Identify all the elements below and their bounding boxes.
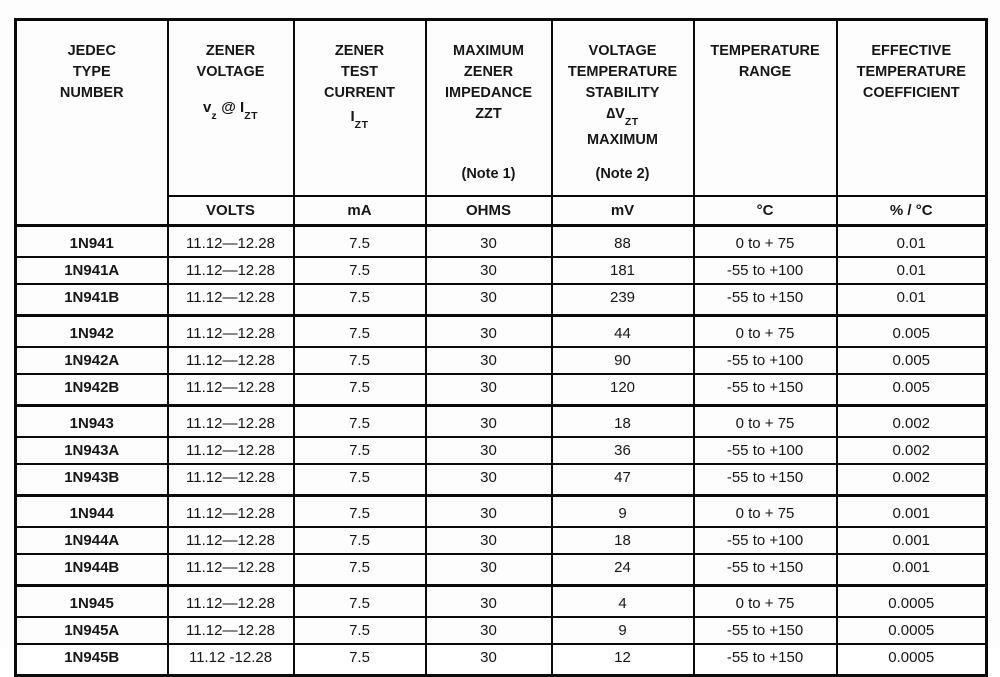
table-row [16,464,987,496]
header-line: EFFECTIVE [871,43,952,59]
group-1n943 [16,406,987,496]
cell-coefficient: 0.0005 [837,586,987,618]
cell-coefficient: 0.005 [837,316,987,348]
cell-coefficient: 0.005 [837,374,987,406]
header-line: TEST [340,64,379,80]
cell-stability: 18 [552,527,694,554]
cell-jedec-type: 1N941B [16,284,168,316]
cell-coefficient: 0.0005 [837,617,987,644]
cell-temp-range: -55 to +100 [694,347,837,374]
header-line: ZENER [334,43,385,59]
cell-test-current: 7.5 [294,586,426,618]
header-line: VOLTAGE [196,64,265,80]
header-line: MAXIMUM [453,43,524,59]
cell-coefficient: 0.01 [837,257,987,284]
header-line: TEMPERATURE [856,64,966,80]
cell-stability: 18 [552,406,694,438]
cell-impedance: 30 [426,644,552,676]
cell-jedec-type: 1N944B [16,554,168,586]
cell-stability: 44 [552,316,694,348]
table-row [16,406,987,438]
cell-temp-range: 0 to + 75 [694,316,837,348]
header-line: MAXIMUM [587,131,658,148]
header-line: COEFFICIENT [862,85,960,101]
col-header-jedec-type [16,20,168,226]
unit-degc: °C [694,196,837,226]
cell-impedance: 30 [426,437,552,464]
cell-impedance: 30 [426,586,552,618]
cell-impedance: 30 [426,406,552,438]
cell-jedec-type: 1N945A [16,617,168,644]
cell-impedance: 30 [426,527,552,554]
cell-zener-voltage: 11.12—12.28 [168,374,294,406]
cell-jedec-type: 1N943A [16,437,168,464]
table-row [16,554,987,586]
cell-jedec-type: 1N942 [16,316,168,348]
cell-temp-range: -55 to +150 [694,464,837,496]
cell-temp-range: -55 to +150 [694,617,837,644]
cell-test-current: 7.5 [294,226,426,258]
note-1: (Note 1) [461,166,516,182]
table-row [16,496,987,528]
symbol-izt: $I_{ZT}$ [350,108,369,131]
unit-pct-degc: % / °C [837,196,987,226]
cell-test-current: 7.5 [294,644,426,676]
cell-zener-voltage: 11.12—12.28 [168,406,294,438]
cell-zener-voltage: 11.12—12.28 [168,347,294,374]
cell-zener-voltage: 11.12—12.28 [168,226,294,258]
group-1n944 [16,496,987,586]
unit-volts: VOLTS [168,196,294,226]
cell-stability: 181 [552,257,694,284]
cell-test-current: 7.5 [294,347,426,374]
symbol-vz-at-izt: $v_z$ @ $I_{ZT}$ [202,99,259,122]
cell-zener-voltage: 11.12—12.28 [168,586,294,618]
unit-ohms: OHMS [426,196,552,226]
cell-zener-voltage: 11.12—12.28 [168,284,294,316]
unit-ma: mA [294,196,426,226]
table-header [16,20,987,226]
cell-impedance: 30 [426,257,552,284]
col-header-stability [552,20,694,196]
table-row [16,527,987,554]
cell-temp-range: -55 to +150 [694,284,837,316]
header-line: ZENER [463,64,514,80]
table-row [16,347,987,374]
cell-test-current: 7.5 [294,374,426,406]
col-header-zener-voltage [168,20,294,196]
header-line: TEMPERATURE [567,64,678,80]
cell-jedec-type: 1N945 [16,586,168,618]
cell-impedance: 30 [426,617,552,644]
cell-zener-voltage: 11.12—12.28 [168,437,294,464]
cell-impedance: 30 [426,284,552,316]
cell-jedec-type: 1N941A [16,257,168,284]
cell-stability: 120 [552,374,694,406]
group-1n942 [16,316,987,406]
cell-temp-range: 0 to + 75 [694,406,837,438]
cell-jedec-type: 1N942B [16,374,168,406]
cell-stability: 9 [552,617,694,644]
cell-test-current: 7.5 [294,554,426,586]
cell-zener-voltage: 11.12—12.28 [168,496,294,528]
cell-temp-range: -55 to +100 [694,257,837,284]
cell-stability: 24 [552,554,694,586]
cell-jedec-type: 1N944A [16,527,168,554]
group-1n941 [16,226,987,316]
cell-coefficient: 0.0005 [837,644,987,676]
cell-stability: 88 [552,226,694,258]
cell-test-current: 7.5 [294,316,426,348]
cell-jedec-type: 1N943B [16,464,168,496]
group-1n945 [16,586,987,676]
cell-stability: 9 [552,496,694,528]
table-row [16,316,987,348]
unit-mv: mV [552,196,694,226]
header-line: CURRENT [324,85,395,101]
cell-test-current: 7.5 [294,406,426,438]
cell-impedance: 30 [426,554,552,586]
cell-test-current: 7.5 [294,617,426,644]
table-row [16,617,987,644]
cell-impedance: 30 [426,496,552,528]
cell-jedec-type: 1N941 [16,226,168,258]
cell-stability: 12 [552,644,694,676]
cell-jedec-type: 1N943 [16,406,168,438]
cell-test-current: 7.5 [294,527,426,554]
table-row [16,644,987,676]
cell-temp-range: -55 to +150 [694,644,837,676]
cell-jedec-type: 1N944 [16,496,168,528]
col-header-impedance [426,20,552,196]
cell-stability: 47 [552,464,694,496]
cell-stability: 4 [552,586,694,618]
cell-impedance: 30 [426,226,552,258]
cell-zener-voltage: 11.12—12.28 [168,617,294,644]
cell-zener-voltage: 11.12—12.28 [168,527,294,554]
cell-zener-voltage: 11.12—12.28 [168,316,294,348]
cell-stability: 90 [552,347,694,374]
cell-test-current: 7.5 [294,464,426,496]
cell-test-current: 7.5 [294,496,426,528]
cell-coefficient: 0.001 [837,554,987,586]
cell-coefficient: 0.01 [837,284,987,316]
table-row [16,437,987,464]
cell-zener-voltage: 11.12 -12.28 [168,644,294,676]
col-header-test-current [294,20,426,196]
cell-test-current: 7.5 [294,437,426,464]
cell-test-current: 7.5 [294,284,426,316]
cell-temp-range: -55 to +150 [694,374,837,406]
zener-spec-table [14,18,988,677]
cell-coefficient: 0.002 [837,437,987,464]
header-line: JEDEC [67,43,116,59]
cell-coefficient: 0.002 [837,406,987,438]
cell-temp-range: 0 to + 75 [694,586,837,618]
cell-temp-range: -55 to +100 [694,527,837,554]
symbol-delta-vzt: $\Delta V_{ZT}$ [606,106,639,128]
table-row [16,374,987,406]
cell-coefficient: 0.002 [837,464,987,496]
header-line: RANGE [738,64,792,80]
cell-jedec-type: 1N942A [16,347,168,374]
header-line: NUMBER [59,85,124,101]
cell-temp-range: -55 to +150 [694,554,837,586]
col-header-temp-range [694,20,837,196]
note-2: (Note 2) [595,166,650,182]
table-row [16,226,987,258]
table-row [16,257,987,284]
header-line: ZENER [205,43,256,59]
cell-coefficient: 0.005 [837,347,987,374]
cell-zener-voltage: 11.12—12.28 [168,464,294,496]
cell-stability: 239 [552,284,694,316]
header-line: VOLTAGE [588,43,657,59]
cell-temp-range: -55 to +100 [694,437,837,464]
header-line: STABILITY [585,85,660,101]
cell-coefficient: 0.001 [837,496,987,528]
header-line: TEMPERATURE [710,43,820,59]
header-line: TYPE [72,64,111,80]
cell-impedance: 30 [426,347,552,374]
table-row [16,586,987,618]
cell-impedance: 30 [426,316,552,348]
cell-temp-range: 0 to + 75 [694,496,837,528]
cell-stability: 36 [552,437,694,464]
cell-impedance: 30 [426,464,552,496]
cell-jedec-type: 1N945B [16,644,168,676]
cell-coefficient: 0.01 [837,226,987,258]
table-row [16,284,987,316]
header-line: ZZT [475,106,502,122]
cell-temp-range: 0 to + 75 [694,226,837,258]
cell-impedance: 30 [426,374,552,406]
header-line: IMPEDANCE [444,85,532,101]
col-header-coefficient [837,20,987,196]
cell-test-current: 7.5 [294,257,426,284]
cell-coefficient: 0.001 [837,527,987,554]
cell-zener-voltage: 11.12—12.28 [168,257,294,284]
cell-zener-voltage: 11.12—12.28 [168,554,294,586]
